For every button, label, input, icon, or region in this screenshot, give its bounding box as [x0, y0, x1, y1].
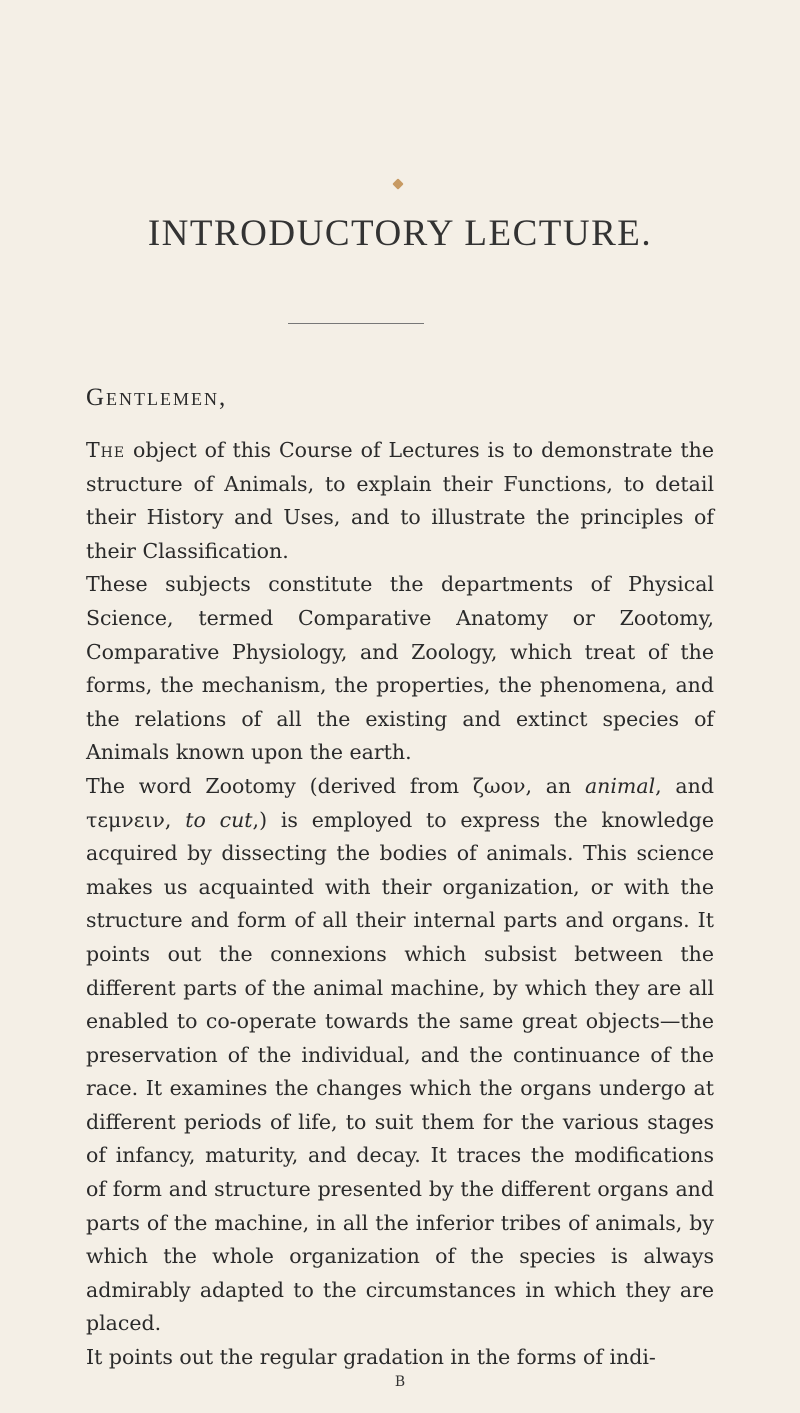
body-text — [86, 434, 714, 1375]
title-rule — [288, 323, 424, 324]
paragraph-3-part3: , and — [655, 773, 714, 798]
paragraph-2: These subjects constitute the departments of Physical Science, termed Comparative Anatomy or Zootomy, Comparative Physiology, and Zoology, which treat of the forms, the mechanism, the properties, the phenomena, and the relations of all the existing and extinct species of Animals known upon the earth. — [86, 572, 714, 765]
lead-word: The — [86, 438, 126, 462]
paragraph-4: It points out the regular gradation in the forms of indi- — [86, 1345, 656, 1370]
italic-animal: animal — [584, 773, 656, 798]
page-title: INTRODUCTORY LECTURE. — [147, 213, 653, 254]
paragraph-3-part5: ,) is employed to express the knowledge acquired by dissecting the bodies of animals. This science makes us acquainted with their organization, or with the structure and form of all their internal parts and organs. It points out the connexions which subsist between the different parts of the animal machine, by which they are all enabled to co-operate towards the same great objects—the preservation of the individual, and the continuance of the race. It examines the changes which the organs undergo at different periods of life, to suit them for the various stages of infancy, maturity, and decay. It traces the modifications of form and structure presented by the different organs and parts of the machine, in all the inferior tribes of animals, by which the whole organization of the species is always admirably adapted to the circumstances in which they are placed. — [86, 807, 714, 1336]
italic-to-cut: to cut — [185, 807, 253, 832]
signature-mark: B — [394, 1374, 406, 1390]
paragraph-3 — [86, 770, 714, 1341]
paragraph-3-part1: The word Zootomy (derived from — [86, 773, 473, 798]
paragraph-1-text: object of this Course of Lectures is to demonstrate the structure of Animals, to explain their Functions, to detail their History and Uses, and to illustrate the principles of their Classification. — [86, 438, 714, 563]
greek-word-temnein: τεμνειν — [86, 807, 165, 832]
paragraph-1 — [86, 434, 714, 568]
ink-spot — [392, 178, 403, 189]
greek-word-zoon: ζωον — [472, 773, 526, 798]
salutation: Gentlemen, — [86, 384, 228, 411]
paragraph-3-part2: , an — [525, 773, 585, 798]
paragraph-3-part4: , — [164, 807, 186, 832]
